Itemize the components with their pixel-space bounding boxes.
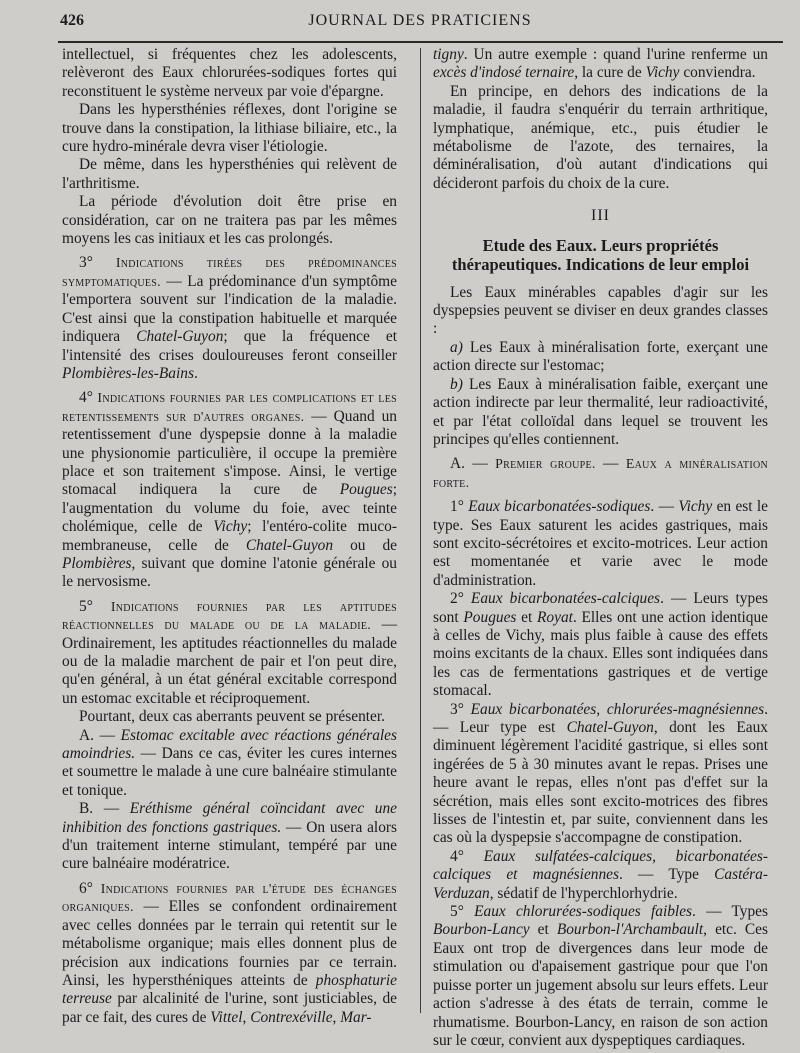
paragraph: Les Eaux minérables capables d'agir sur les dyspepsies peuvent se diviser en deux grandes classes : xyxy=(433,283,768,338)
place-name: Vichy xyxy=(645,64,680,82)
place-name: Vittel xyxy=(210,1008,243,1026)
indication-3: 3° Indications tirées des prédominances symptomatiques. — La prédominance d'un symptôme l'emportera souvent sur l'indication de la maladie. C'est ainsi que la constipation habituelle et marquée indiquera Chatel-Guyon; que la fréquence et l'intensité des crises douloureuses feront conseiller Plombières-les-Bains. xyxy=(62,254,398,382)
place-name: Chatel-Guyon xyxy=(566,719,654,736)
case-title: Estomac excitable avec réactions générales amoindries. xyxy=(62,726,397,763)
item-number: 6° xyxy=(79,879,93,897)
column-divider xyxy=(420,48,421,1013)
page-header xyxy=(60,10,780,36)
item-number: 3° xyxy=(79,254,93,272)
water-type-name: Eaux bicarbonatées-calciques xyxy=(470,590,661,608)
case-a: A. — Estomac excitable avec réactions générales amoindries. — Dans ce cas, éviter les cures internes et soumettre le malade à une cure balnéaire stimulante et tonique. xyxy=(62,726,397,799)
place-name: Mar- xyxy=(340,1008,372,1026)
header-rule xyxy=(58,41,783,43)
place-name: Bourbon-l'Archambault xyxy=(556,921,704,939)
place-name: Castéra-Verduzan xyxy=(433,866,768,902)
group-heading: A. — Premier groupe. — Eaux a minéralisation forte. xyxy=(433,455,768,490)
indication-5: 5° Indications fournies par les aptitudes réactionnelles du malade ou de la maladie. — Ordinairement, les aptitudes réactionnelles du malade ou de la maladie marchent de pair et l'on peut dire, qu'en général, à un état général excitable correspond un estomac excitable et réciproquement. xyxy=(62,597,397,707)
water-type-name: Eaux sulfatées-calciques, bicarbonatées-calciques et magnésiennes xyxy=(433,847,769,884)
item-number: 5° xyxy=(79,597,93,615)
water-type-3: 3° Eaux bicarbonatées, chlorurées-magnésiennes. — Leur type est Chatel-Guyon, dont les Eaux diminuent légèrement l'acidité gastrique, si elles sont ingérées de 5 à 30 minutes avant le repas. Prises une heure avant le repas, elles n'ont pas d'effet sur la sécrétion, mais elles sont excito-motrices des fibres lisses de l'intestin et, par suite, conviennent dans les cas où la dyspepsie s'accompagne de constipation. xyxy=(433,700,768,847)
indication-heading: Indications fournies par l'étude des échanges organiques. xyxy=(62,880,397,915)
place-name: Plombières xyxy=(62,554,132,572)
page-number: 426 xyxy=(60,12,84,29)
place-name: Bourbon-Lancy xyxy=(433,921,530,939)
water-type-name: Eaux bicarbonatées, chlorurées-magnésiennes xyxy=(470,700,765,718)
place-name: Vichy xyxy=(678,498,713,516)
right-column xyxy=(433,46,768,1050)
paragraph: La période d'évolution doit être prise en considération, car on ne traitera pas par les mêmes moyens les cas initiaux et les cas prolongés. xyxy=(62,193,397,248)
paragraph: De même, dans les hypersthénies qui relèvent de l'arthritisme. xyxy=(62,156,397,192)
paragraph: Dans les hypersthénies réflexes, dont l'origine se trouve dans la constipation, la lithiase biliaire, etc., la cure hydro-minérale devra viser l'étiologie. xyxy=(62,101,397,156)
water-type-5: 5° Eaux chlorurées-sodiques faibles. — Types Bourbon-Lancy et Bourbon-l'Archambault, etc. Ces Eaux ont trop de divergences dans leur mode de stimulation ou d'apaisement gastrique pour que l'on puisse porter un jugement absolu sur leurs effets. Leur action s'adresse à des états de terrain, comme le rhumatisme. Bourbon-Lancy, en raison de son action sur le cœur, convient aux dyspeptiques cardiaques. xyxy=(433,903,768,1049)
water-type-1: 1° Eaux bicarbonatées-sodiques. — Vichy en est le type. Ses Eaux saturent les acides gastriques, mais sont excito-sécrétoires et excito-motrices. Leur action est momentanée et varie avec le mode d'administration. xyxy=(433,498,768,589)
place-name: Vichy xyxy=(213,518,248,536)
section-title: Etude des Eaux. Leurs propriétés thérapeutiques. Indications de leur emploi xyxy=(451,235,750,274)
section-number: III xyxy=(591,207,610,225)
water-type-4: 4° Eaux sulfatées-calciques, bicarbonatées-calciques et magnésiennes. — Type Castéra-Verduzan, sédatif de l'hyperchlorhydrie. xyxy=(433,847,769,902)
paragraph: En principe, en dehors des indications de la maladie, il faudra s'enquérir du terrain arthritique, lymphatique, anémique, etc., puis étudier le métabolisme de l'azote, des ternaires, la déminéralisation, d'où autant d'indications qui décideront parfois du choix de la cure. xyxy=(433,82,768,192)
paragraph: Pourtant, deux cas aberrants peuvent se présenter. xyxy=(79,708,385,726)
term: phosphaturie terreuse xyxy=(62,971,397,1008)
place-name: Pougues xyxy=(463,608,517,626)
indication-heading: Indications tirées des prédominances symptomatiques. xyxy=(62,255,397,289)
item-number: 4° xyxy=(79,389,93,407)
paragraph: tigny. Un autre exemple : quand l'urine renferme un excès d'indosé ternaire, la cure de Vichy conviendra. xyxy=(433,46,768,82)
place-name: Chatel-Guyon xyxy=(245,536,334,554)
running-title: JOURNAL DES PRATICIENS xyxy=(308,12,532,29)
class-a: a) Les Eaux à minéralisation forte, exerçant une action directe sur l'estomac; xyxy=(433,338,768,375)
case-title: Eréthisme général coïncidant avec une inhibition des fonctions gastriques. xyxy=(62,800,398,836)
water-type-name: Eaux chlorurées-sodiques faibles xyxy=(474,903,693,921)
place-name: Pougues xyxy=(339,481,393,499)
place-name: Chatel-Guyon xyxy=(136,328,224,346)
term: excès d'indosé ternaire xyxy=(433,64,575,82)
water-type-name: Eaux bicarbonatées-sodiques xyxy=(468,498,651,516)
place-name: Royat xyxy=(537,608,573,626)
place-name: Contrexéville xyxy=(250,1008,333,1026)
indication-4: 4° Indications fournies par les complications et les retentissements sur d'autres organes. — Quand un retentissement d'une dyspepsie donne à la maladie une physionomie particulière, il occupe la première place et son traitement s'impose. Ainsi, le vertige stomacal indiquera la cure de Pougues; l'augmentation du volume du foie, avec teinte cholémique, celle de Vichy; l'entéro-colite muco-membraneuse, celle de Chatel-Guyon ou de Plombières, suivant que domine l'atonie générale ou le nervosisme. xyxy=(62,389,398,591)
case-b: B. — Eréthisme général coïncidant avec une inhibition des fonctions gastriques. — On usera alors d'un traitement interne stimulant, tempéré par une cure balnéaire modératrice. xyxy=(62,800,398,873)
indication-6: 6° Indications fournies par l'étude des échanges organiques. — Elles se confondent ordinairement avec celles données par le terrain qui retentit sur le métabolisme organique; mais elles donnent plus de précision aux indications fournies par ce terrain. Ainsi, les hypersthéniques atteints de phosphaturie terreuse par alcalinité de l'urine, sont justiciables, de par ce fait, des cures de Vittel, Contrexéville, Mar- xyxy=(62,879,397,1026)
place-name: tigny xyxy=(433,46,464,63)
paragraph: intellectuel, si fréquentes chez les adolescents, relèveront des Eaux chlorurées-sodiques fortes qui reconstituent le système nerveux par voie d'épargne. xyxy=(62,46,397,100)
left-column xyxy=(62,46,397,1027)
class-b: b) Les Eaux à minéralisation faible, exerçant une action indirecte par leur thermalité, leur radioactivité, et par l'état colloïdal dans lequel se trouvent les principes qu'elles contiennent. xyxy=(433,375,768,448)
place-name: Plombières-les-Bains xyxy=(62,364,194,382)
indication-heading: Indications fournies par les aptitudes réactionnelles du malade ou de la maladie. xyxy=(62,598,397,633)
water-type-2: 2° Eaux bicarbonatées-calciques. — Leurs types sont Pougues et Royat. Elles ont une action identique à celles de Vichy, mais plus faible à cause des effets moins excitants de la chaux. Elles sont indiquées dans les cas de fermentations gastriques et de vertige stomacal. xyxy=(433,590,769,700)
indication-heading: Indications fournies par les complications et les retentissements sur d'autres organes. xyxy=(62,390,397,424)
